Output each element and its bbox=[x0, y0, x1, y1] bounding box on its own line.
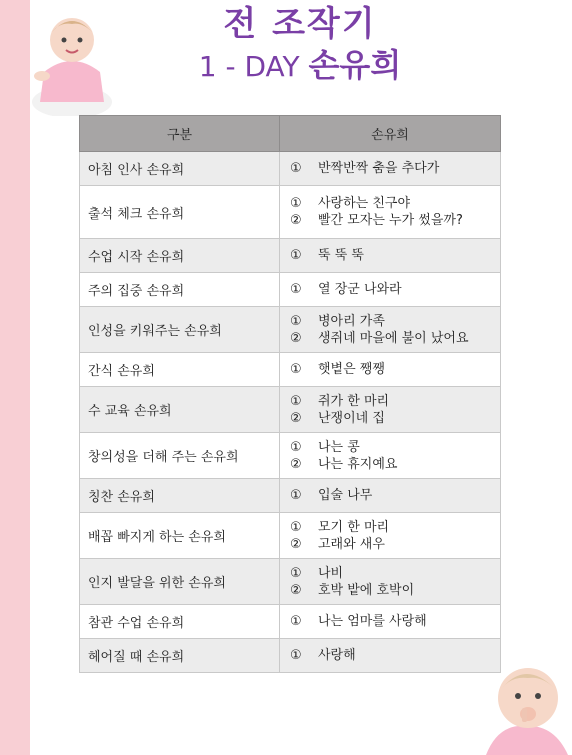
table-row bbox=[80, 239, 501, 273]
song-title: 쥐가 한 마리 bbox=[318, 393, 390, 409]
table-row bbox=[80, 307, 501, 353]
song-item bbox=[288, 439, 500, 456]
song-item bbox=[288, 410, 500, 427]
song-item bbox=[288, 247, 500, 264]
song-number: ① bbox=[290, 362, 302, 377]
category-cell: 헤어질 때 손유희 bbox=[80, 639, 280, 673]
songs-cell bbox=[280, 387, 501, 433]
songs-cell bbox=[280, 559, 501, 605]
song-number: ① bbox=[290, 196, 302, 211]
songs-cell bbox=[280, 513, 501, 559]
song-title: 난쟁이네 집 bbox=[318, 410, 385, 426]
title-day-label: 1 - DAY bbox=[198, 50, 300, 83]
song-number: ① bbox=[290, 614, 302, 629]
song-title: 열 장군 나와라 bbox=[318, 282, 402, 297]
song-item bbox=[288, 313, 500, 330]
song-title: 나는 휴지예요 bbox=[318, 456, 398, 472]
songs-cell bbox=[280, 307, 501, 353]
song-number: ① bbox=[290, 439, 302, 455]
song-title: 나는 콩 bbox=[318, 439, 360, 455]
song-item bbox=[288, 361, 500, 378]
song-title: 나는 엄마를 사랑해 bbox=[318, 614, 427, 629]
song-number: ② bbox=[290, 582, 302, 598]
song-title: 뚝 뚝 뚝 bbox=[318, 248, 364, 263]
song-title: 햇볕은 쨍쨍 bbox=[318, 362, 385, 377]
table-row bbox=[80, 387, 501, 433]
category-cell: 창의성을 더해 주는 손유희 bbox=[80, 433, 280, 479]
table-row bbox=[80, 513, 501, 559]
songs-cell bbox=[280, 353, 501, 387]
song-item bbox=[288, 160, 500, 177]
song-title: 사랑하는 친구야 bbox=[318, 196, 411, 211]
song-title: 호박 밭에 호박이 bbox=[318, 582, 415, 598]
table-row bbox=[80, 273, 501, 307]
songs-cell bbox=[280, 186, 501, 239]
song-item bbox=[288, 519, 500, 536]
song-number: ① bbox=[290, 248, 302, 263]
song-title: 생쥐네 마을에 불이 났어요 bbox=[318, 330, 469, 346]
song-title: 빨간 모자는 누가 썼을까? bbox=[318, 213, 463, 228]
song-item bbox=[288, 195, 500, 212]
songs-cell bbox=[280, 239, 501, 273]
title-line-2 bbox=[140, 46, 460, 86]
category-cell: 인지 발달을 위한 손유희 bbox=[80, 559, 280, 605]
table-row bbox=[80, 479, 501, 513]
song-title: 사랑해 bbox=[318, 648, 356, 663]
song-number: ① bbox=[290, 313, 302, 329]
category-cell: 칭찬 손유희 bbox=[80, 479, 280, 513]
header-category: 구분 bbox=[80, 116, 280, 152]
song-item bbox=[288, 536, 500, 553]
song-item bbox=[288, 393, 500, 410]
song-number: ① bbox=[290, 519, 302, 535]
category-cell: 참관 수업 손유희 bbox=[80, 605, 280, 639]
category-cell: 출석 체크 손유희 bbox=[80, 186, 280, 239]
header-songs: 손유희 bbox=[280, 116, 501, 152]
category-cell: 간식 손유희 bbox=[80, 353, 280, 387]
table-row bbox=[80, 353, 501, 387]
song-title: 고래와 새우 bbox=[318, 536, 385, 552]
song-title: 모기 한 마리 bbox=[318, 519, 390, 535]
songs-cell bbox=[280, 605, 501, 639]
songs-cell bbox=[280, 639, 501, 673]
table-row bbox=[80, 605, 501, 639]
song-number: ① bbox=[290, 393, 302, 409]
song-number: ① bbox=[290, 648, 302, 663]
song-number: ① bbox=[290, 488, 302, 503]
song-item bbox=[288, 330, 500, 347]
song-number: ② bbox=[290, 410, 302, 426]
song-item bbox=[288, 613, 500, 630]
song-number: ② bbox=[290, 330, 302, 346]
title-strong-word: 손유희 bbox=[308, 46, 402, 84]
pink-side-stripe bbox=[0, 0, 30, 755]
song-item bbox=[288, 647, 500, 664]
page-title bbox=[140, 4, 460, 86]
song-item bbox=[288, 456, 500, 473]
table-header-row bbox=[80, 116, 501, 152]
category-cell: 수업 시작 손유희 bbox=[80, 239, 280, 273]
baby-photo-bottom bbox=[478, 654, 572, 755]
schedule-table bbox=[79, 115, 501, 673]
songs-cell bbox=[280, 433, 501, 479]
song-item bbox=[288, 281, 500, 298]
song-number: ② bbox=[290, 536, 302, 552]
baby-photo-top bbox=[30, 10, 114, 116]
song-item bbox=[288, 565, 500, 582]
table-row bbox=[80, 152, 501, 186]
song-title: 나비 bbox=[318, 565, 344, 581]
category-cell: 주의 집중 손유희 bbox=[80, 273, 280, 307]
song-number: ② bbox=[290, 456, 302, 472]
song-number: ① bbox=[290, 565, 302, 581]
table-row bbox=[80, 433, 501, 479]
title-line-1: 전 조작기 bbox=[223, 4, 377, 44]
songs-cell bbox=[280, 479, 501, 513]
song-title: 반짝반짝 춤을 추다가 bbox=[318, 161, 440, 176]
category-cell: 수 교육 손유희 bbox=[80, 387, 280, 433]
table-row bbox=[80, 559, 501, 605]
song-item bbox=[288, 582, 500, 599]
song-number: ② bbox=[290, 213, 302, 228]
song-number: ① bbox=[290, 282, 302, 297]
song-item bbox=[288, 487, 500, 504]
song-item bbox=[288, 212, 500, 229]
songs-cell bbox=[280, 152, 501, 186]
category-cell: 인성을 키워주는 손유희 bbox=[80, 307, 280, 353]
table-row bbox=[80, 186, 501, 239]
category-cell: 배꼽 빠지게 하는 손유희 bbox=[80, 513, 280, 559]
song-number: ① bbox=[290, 161, 302, 176]
song-title: 병아리 가족 bbox=[318, 313, 385, 329]
song-title: 입술 나무 bbox=[318, 488, 373, 503]
table-row bbox=[80, 639, 501, 673]
category-cell: 아침 인사 손유희 bbox=[80, 152, 280, 186]
songs-cell bbox=[280, 273, 501, 307]
